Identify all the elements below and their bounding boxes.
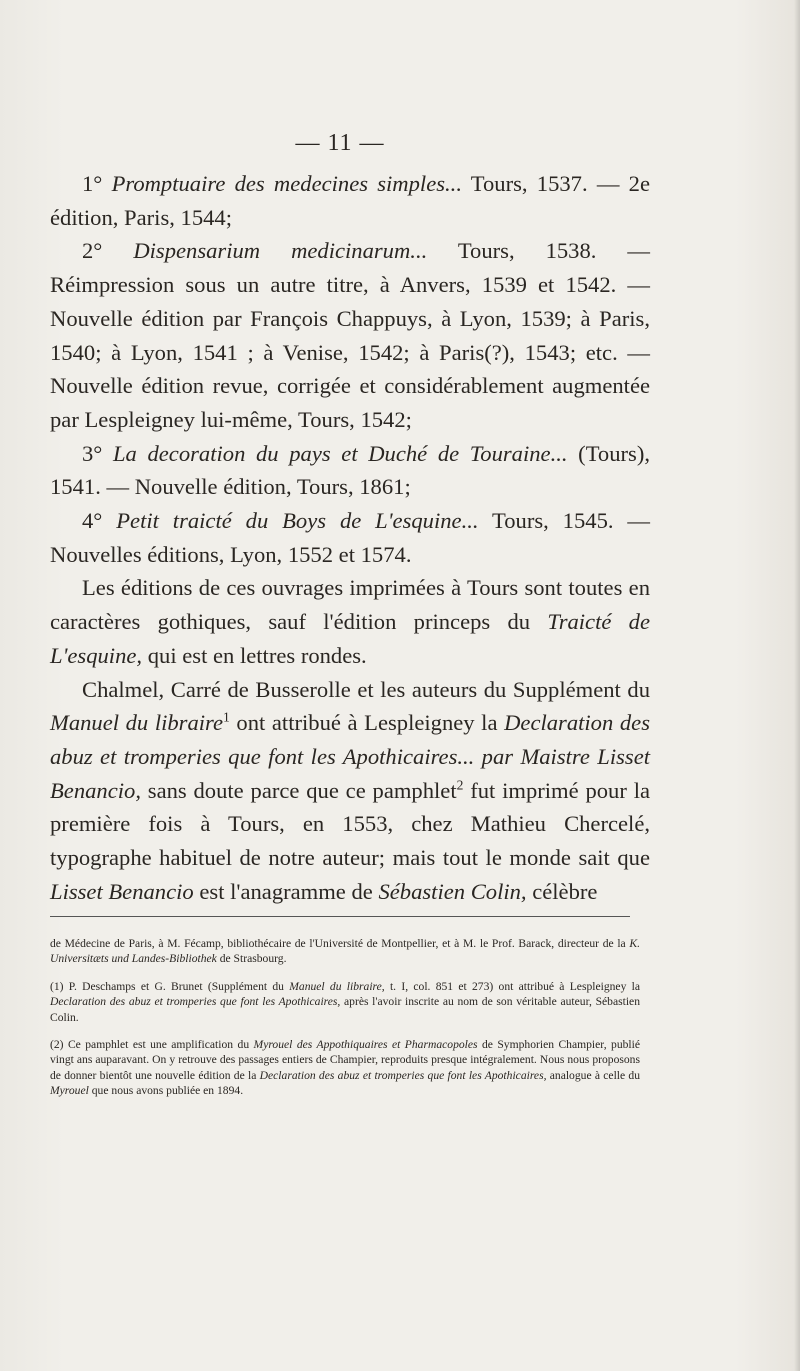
footnote-text: que nous avons publiée en 1894. <box>88 1084 244 1098</box>
footnote-2 <box>50 1037 640 1099</box>
footnote-text: (2) Ce pamphlet est une amplification du <box>50 1038 254 1052</box>
item-number: 3° <box>82 440 113 466</box>
footnote-ref-2[interactable]: 2 <box>456 777 464 793</box>
footnote-text: t. I, col. 851 et 273) ont attribué à Lespleigney la <box>384 979 641 993</box>
footnote-text: analogue à celle du <box>546 1068 641 1082</box>
footnote-ref-1[interactable]: 1 <box>223 709 230 725</box>
paragraph-editions <box>50 571 650 672</box>
footnote-text: de Médecine de Paris, à M. Fécamp, bibliothécaire de l'Université de Montpellier, et à M. le Prof. Barack, directeur de la <box>50 937 630 950</box>
paragraph-text: Tours, 1537. — 2e édition, Paris, 1544; <box>50 171 650 230</box>
paragraph-text: Tours, 1545. — Nouvelles éditions, Lyon, 1552 et 1574. <box>50 508 651 567</box>
footnote-italic: Declaration des abuz et tromperies que font les Apothicaires, <box>50 995 341 1009</box>
paragraph-item-3 <box>50 437 650 504</box>
paragraph-text: fut imprimé pour la première fois à Tours, en 1553, chez Mathieu Chercelé, typographe habituel de notre auteur; mais tout le monde sait que <box>50 777 650 871</box>
footnotes <box>50 936 640 1108</box>
item-number: 2° <box>82 238 134 264</box>
paragraph-text: sans doute parce que ce pamphlet <box>140 777 457 803</box>
title-italic: Petit traicté du Boys de L'esquine... <box>116 508 479 534</box>
item-number: 1° <box>82 171 112 196</box>
footnote-1 <box>50 979 640 1025</box>
footnote-text: après l'avoir inscrite au nom de son véritable auteur, Sébastien Colin. <box>50 995 641 1024</box>
footnote-text: (1) P. Deschamps et G. Brunet (Supplément du <box>50 979 290 993</box>
title-italic: Sébastien Colin, <box>378 878 527 904</box>
footnote-divider <box>50 916 630 917</box>
footnote-italic: Myrouel <box>50 1084 89 1098</box>
paragraph-text: ont attribué à Lespleigney la <box>229 710 505 736</box>
paragraph-text: qui est en lettres rondes. <box>142 642 367 668</box>
paragraph-text: Tours, 1538. — Réimpression sous un autre titre, à Anvers, 1539 et 1542. — Nouvelle édition par François Chappuys, à Lyon, 1539; à Paris, 1540; à Lyon, 1541 ; à Venise, 1542; à Paris(?), 1543; etc. — Nouvelle édition revue, corrigée et considérablement augmentée par Lespleigney lui-même, Tours, 1542; <box>50 238 650 432</box>
paragraph-text: Chalmel, Carré de Busserolle et les auteurs du Supplément du <box>82 676 650 702</box>
paragraph-text: célèbre <box>526 878 598 904</box>
paragraph-text: est l'anagramme de <box>193 878 379 904</box>
title-italic: Dispensarium medicinarum... <box>133 238 428 264</box>
paragraph-item-2 <box>50 234 650 436</box>
title-italic: Traicté de L'esquine, <box>50 609 651 668</box>
footnote-italic: Declaration des abuz et tromperies que font les Apothicaires, <box>259 1068 547 1082</box>
title-italic: La decoration du pays et Duché de Touraine... <box>112 440 568 466</box>
title-italic: Manuel du libraire <box>50 710 224 736</box>
item-number: 4° <box>82 508 117 534</box>
title-italic: Promptuaire des medecines simples... <box>111 171 462 196</box>
title-italic: Declaration des abuz et tromperies que font les Apothicaires... par Maistre Lisset Benancio, <box>50 710 651 803</box>
page-number: — 11 — <box>295 130 385 156</box>
paragraph-attribution <box>50 673 650 909</box>
footnote-text: de Strasbourg. <box>216 952 287 966</box>
footnote-italic: K. Universitæts und Landes-Bibliothek <box>50 937 640 966</box>
title-italic: Lisset Benancio <box>50 878 194 904</box>
paragraph-item-1 <box>50 167 650 234</box>
body-text <box>50 167 650 908</box>
paragraph-text: Les éditions de ces ouvrages imprimées à Tours sont toutes en caractères gothiques, sauf l'édition princeps du <box>50 575 650 635</box>
footnote-italic: Myrouel des Appothiquaires et Pharmacopoles <box>253 1038 478 1052</box>
page-edge-shadow <box>794 0 800 1371</box>
footnote-continuation <box>50 936 640 967</box>
paragraph-item-4 <box>50 504 650 571</box>
footnote-italic: Manuel du libraire, <box>289 979 385 993</box>
footnote-text: de Symphorien Champier, publié vingt ans auparavant. On y retrouve des passages entiers de Champier, reproduits presque intégralement. Nous nous proposons de donner bientôt une nouvelle édition de la <box>50 1038 640 1082</box>
paragraph-text: (Tours), 1541. — Nouvelle édition, Tours, 1861; <box>50 440 650 500</box>
